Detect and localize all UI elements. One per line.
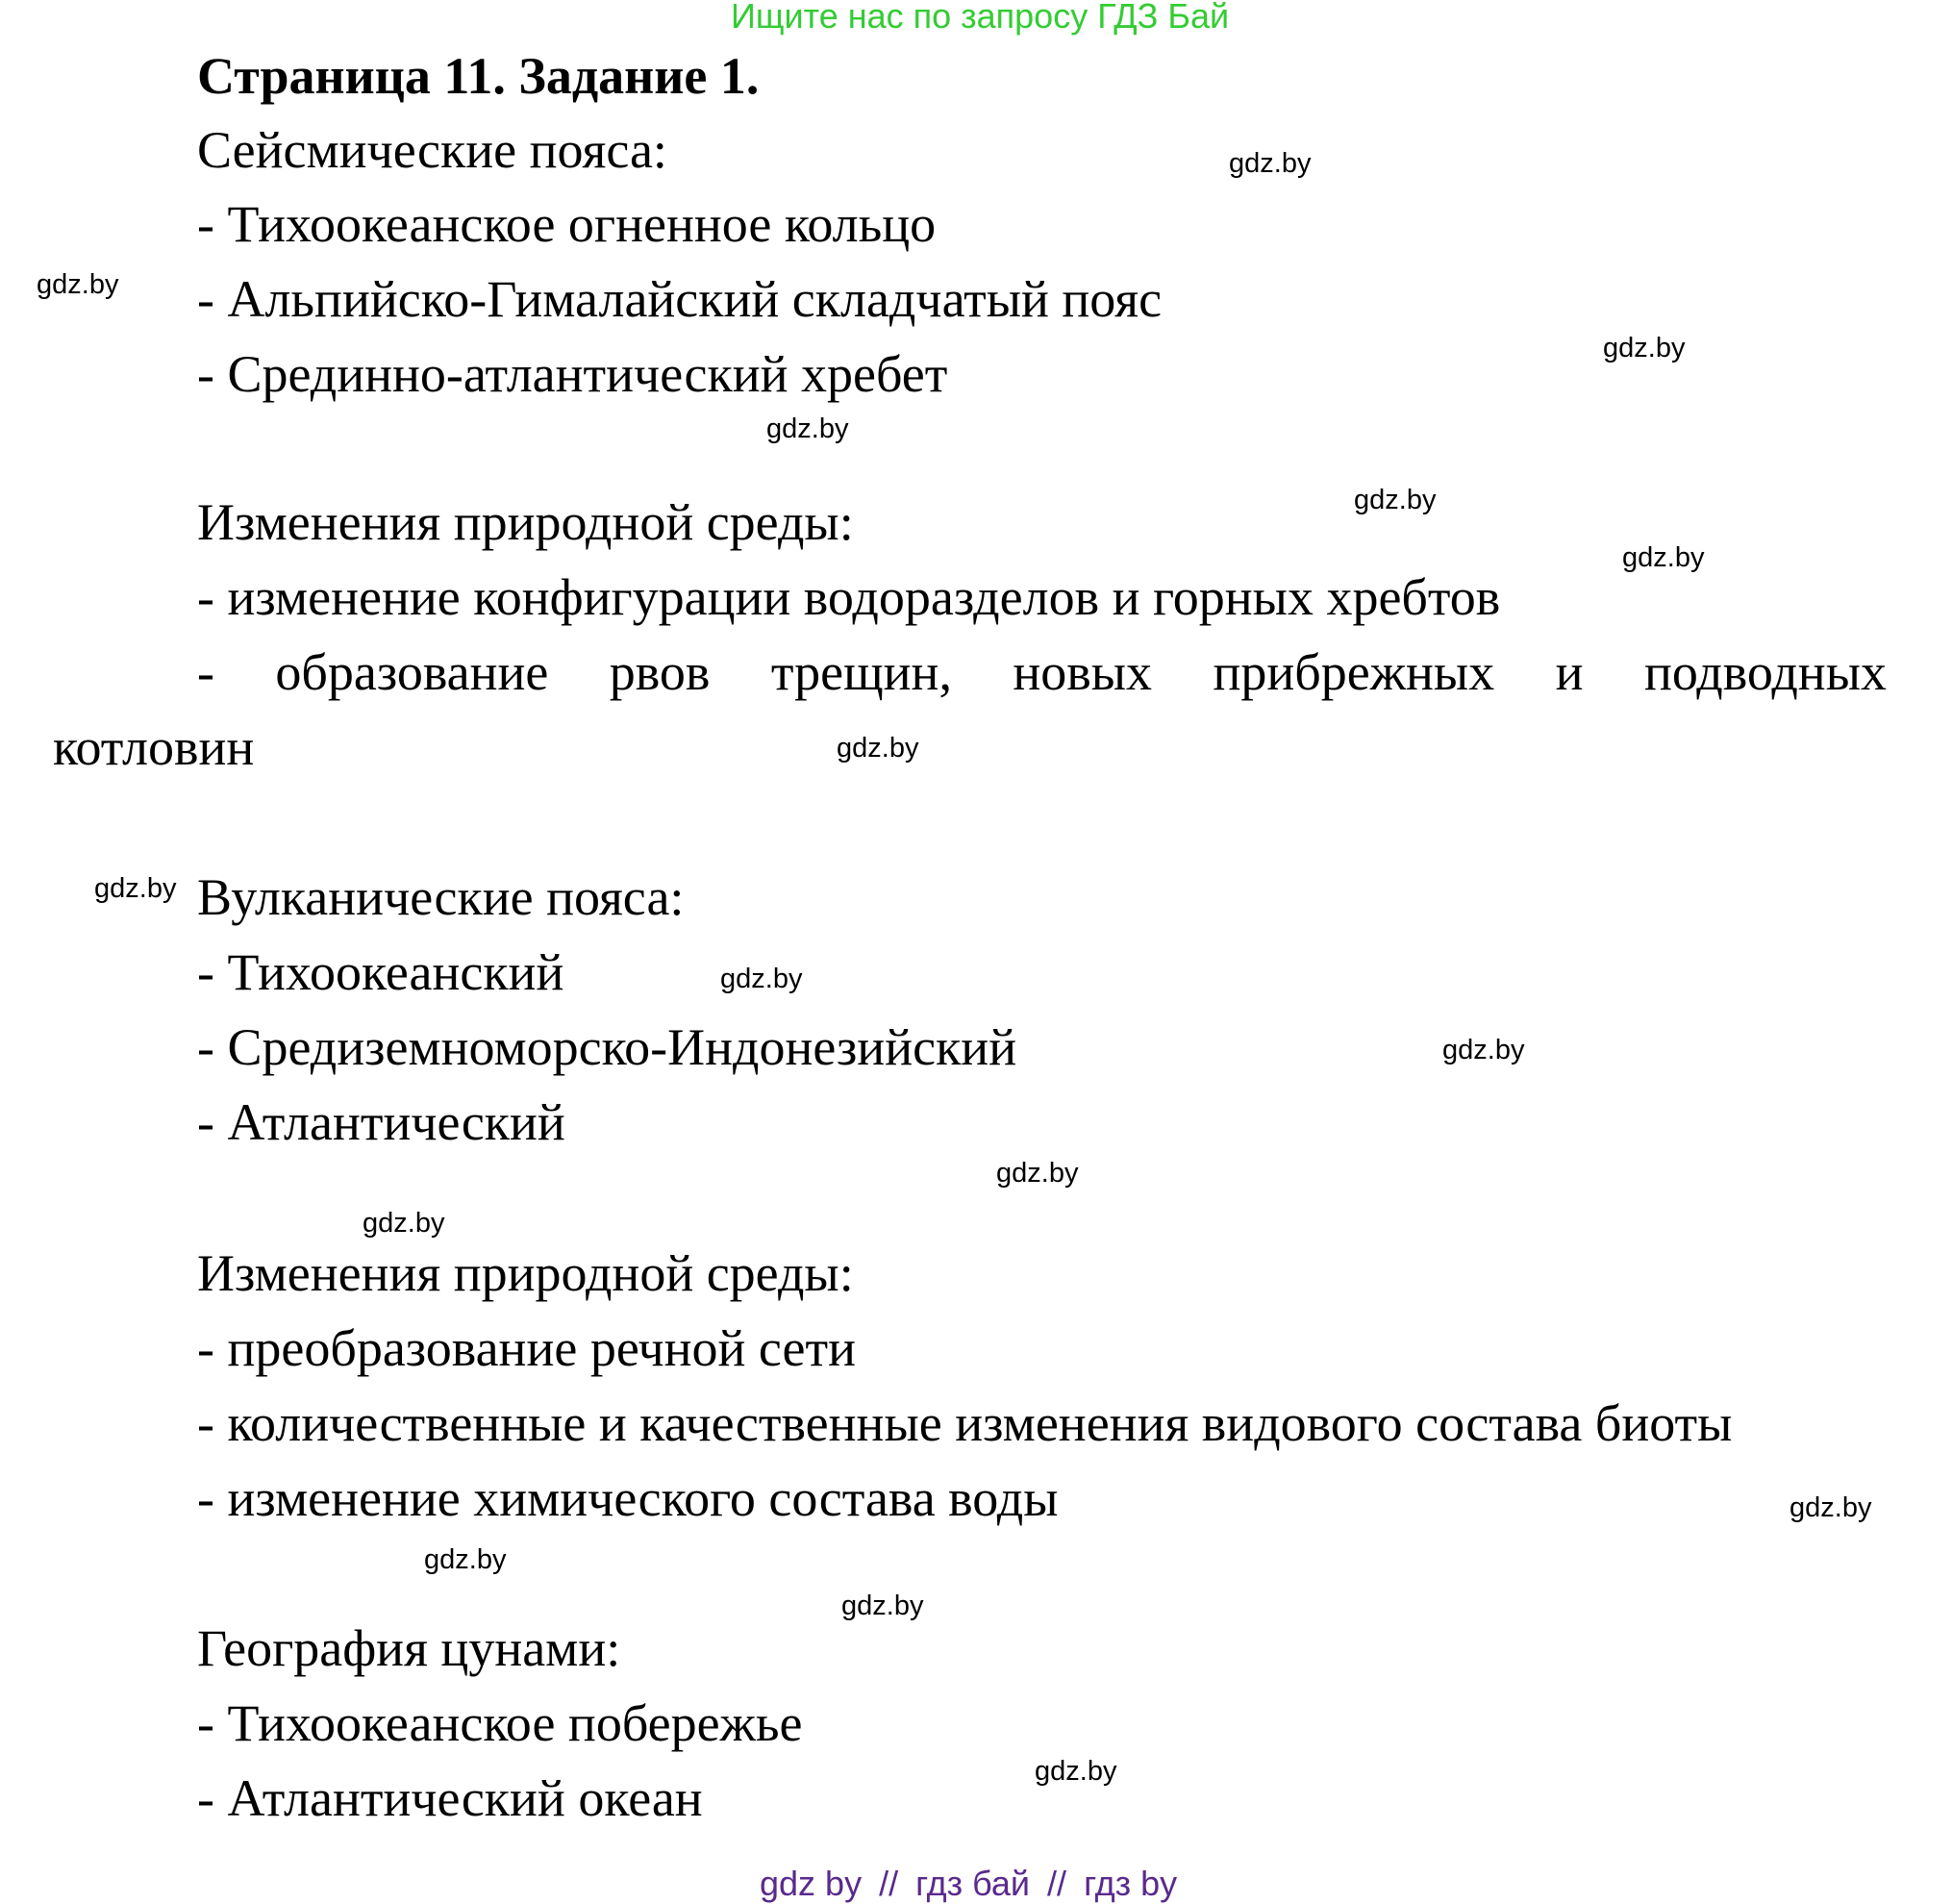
volcanic-change-item-2: - количественные и качественные изменения видового состава биоты [197, 1394, 1733, 1452]
tsunami-heading: География цунами: [197, 1619, 621, 1677]
seismic-changes-heading: Изменения природной среды: [197, 493, 854, 551]
watermark: gdz.by [424, 1544, 507, 1575]
seismic-heading: Сейсмические пояса: [197, 121, 667, 179]
watermark: gdz.by [837, 733, 919, 764]
footer-separator: // [879, 1864, 899, 1903]
watermark: gdz.by [1603, 333, 1686, 363]
tsunami-item-2: - Атлантический океан [197, 1769, 703, 1827]
volcanic-item-1: - Тихоокеанский [197, 943, 564, 1001]
watermark: gdz.by [363, 1208, 445, 1239]
watermark: gdz.by [1229, 148, 1312, 179]
seismic-item-3: - Срединно-атлантический хребет [197, 345, 948, 403]
watermark: gdz.by [766, 413, 849, 444]
seismic-change-item-1: - изменение конфигурации водоразделов и горных хребтов [197, 568, 1501, 626]
seismic-change-item-2: - образование рвов трещин, новых прибрежных и подводных [197, 643, 1887, 701]
watermark: gdz.by [996, 1158, 1079, 1189]
footer-link-gdz-by-cyr[interactable]: гдз by [1084, 1864, 1178, 1903]
volcanic-change-item-3: - изменение химического состава воды [197, 1469, 1059, 1527]
watermark: gdz.by [841, 1591, 924, 1621]
watermark: gdz.by [94, 873, 177, 904]
watermark: gdz.by [1442, 1035, 1525, 1065]
watermark: gdz.by [37, 269, 119, 300]
volcanic-changes-heading: Изменения природной среды: [197, 1244, 854, 1302]
volcanic-item-2: - Средиземноморско-Индонезийский [197, 1018, 1017, 1076]
footer-links [760, 1864, 1177, 1904]
volcanic-heading: Вулканические пояса: [197, 868, 685, 926]
volcanic-item-3: - Атлантический [197, 1093, 565, 1151]
watermark: gdz.by [1354, 485, 1437, 515]
watermark: gdz.by [1035, 1756, 1117, 1787]
volcanic-change-item-1: - преобразование речной сети [197, 1319, 856, 1377]
seismic-item-1: - Тихоокеанское огненное кольцо [197, 195, 937, 253]
page-title: Страница 11. Задание 1. [197, 47, 760, 105]
watermark: gdz.by [1622, 542, 1705, 573]
seismic-change-item-2-continued: котловин [53, 718, 255, 776]
search-hint-header[interactable]: Ищите нас по запросу ГДЗ Бай [731, 0, 1230, 36]
watermark: gdz.by [720, 964, 803, 994]
footer-link-gdz-by[interactable]: gdz by [760, 1864, 863, 1903]
tsunami-item-1: - Тихоокеанское побережье [197, 1694, 803, 1752]
watermark: gdz.by [1789, 1492, 1872, 1523]
footer-link-gdz-bai[interactable]: гдз бай [915, 1864, 1031, 1903]
footer-separator: // [1047, 1864, 1067, 1903]
seismic-item-2: - Альпийско-Гималайский складчатый пояс [197, 270, 1163, 328]
